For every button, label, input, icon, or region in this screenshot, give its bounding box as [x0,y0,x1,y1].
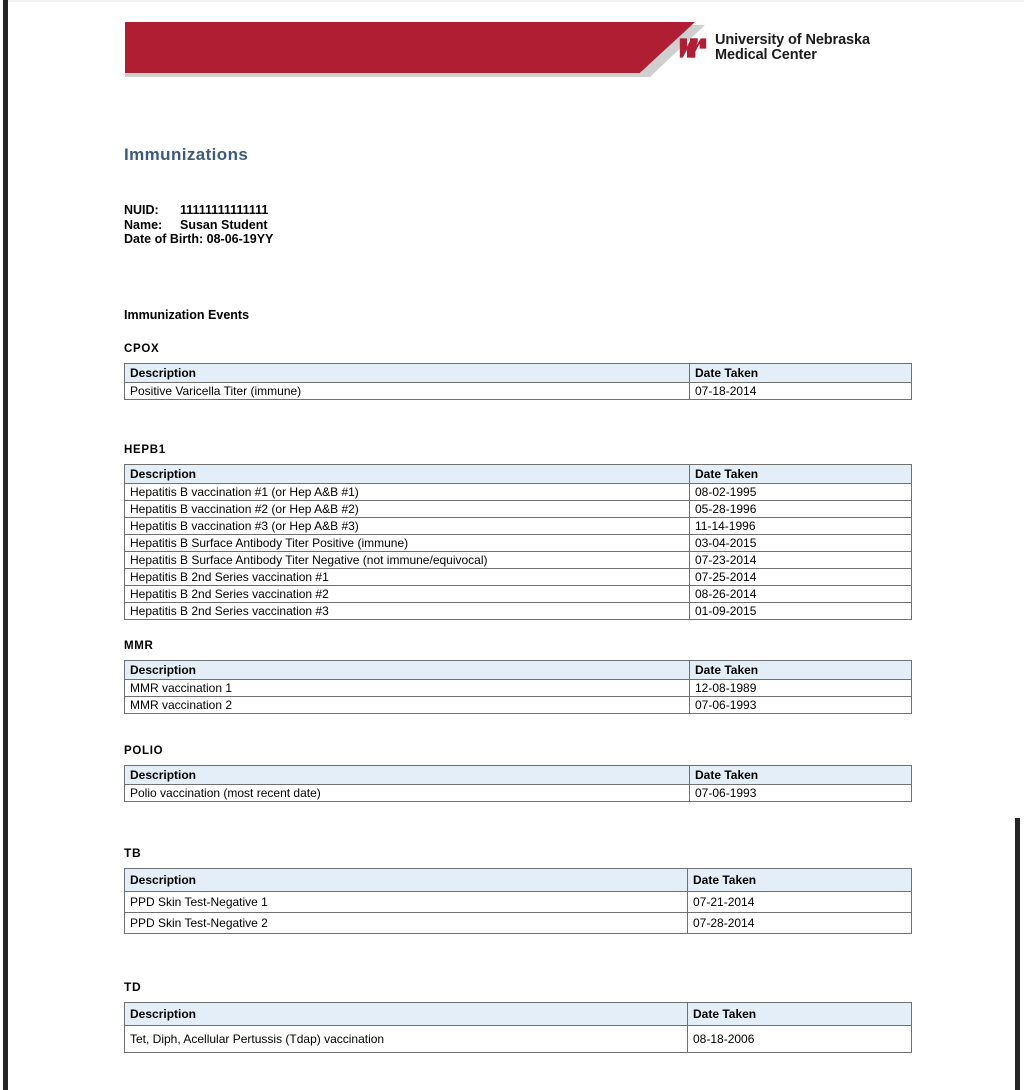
table-row [125,569,912,586]
patient-dob-row [124,232,273,247]
cell-description: Positive Varicella Titer (immune) [125,383,690,400]
table-row [125,913,912,934]
page-left-border [3,0,8,1090]
unmc-n-icon [678,33,708,63]
column-header-date-taken: Date Taken [688,869,912,892]
table-row [125,518,912,535]
column-header-date-taken: Date Taken [690,661,912,680]
patient-info [124,203,273,247]
table-row [125,680,912,697]
column-header-description: Description [125,1003,688,1026]
page-title: Immunizations [124,145,249,164]
table-row [125,552,912,569]
column-header-description: Description [125,869,688,892]
table-cpox [124,363,912,400]
section-title-tb: TB [124,846,142,860]
unmc-logo [678,28,893,68]
section-title-hepb1: HEPB1 [124,444,166,456]
section-title-polio: POLIO [124,745,164,757]
table-row [125,1026,912,1053]
nuid-label: NUID: [124,203,159,217]
table-tb [124,868,912,934]
cell-date: 05-28-1996 [690,501,912,518]
column-header-date-taken: Date Taken [688,1003,912,1026]
table-header-row [125,869,912,892]
table-polio [124,765,912,802]
column-header-description: Description [125,766,690,785]
column-header-date-taken: Date Taken [690,766,912,785]
section-title-td: TD [124,980,142,994]
table-row [125,603,912,620]
table-hepb1 [124,464,912,620]
cell-date: 07-18-2014 [690,383,912,400]
cell-description: Hepatitis B Surface Antibody Titer Negative (not immune/equivocal) [125,552,690,569]
column-header-description: Description [125,661,690,680]
cell-date: 07-28-2014 [688,913,912,934]
section-tb [124,846,912,934]
section-mmr [124,640,912,714]
cell-description: PPD Skin Test-Negative 1 [125,892,688,913]
cell-description: Hepatitis B 2nd Series vaccination #2 [125,586,690,603]
cell-description: Hepatitis B Surface Antibody Titer Positive (immune) [125,535,690,552]
dob-label: Date of Birth: [124,232,204,247]
section-td [124,980,912,1053]
logo-line1: University of Nebraska [715,31,870,48]
table-header-row [125,364,912,383]
table-row [125,535,912,552]
patient-nuid-row [124,203,273,218]
column-header-description: Description [125,465,690,484]
cell-description: MMR vaccination 1 [125,680,690,697]
cell-date: 07-25-2014 [690,569,912,586]
cell-date: 08-26-2014 [690,586,912,603]
page-scrollbar[interactable] [1015,818,1020,1090]
cell-description: Hepatitis B vaccination #3 (or Hep A&B #3) [125,518,690,535]
cell-date: 07-06-1993 [690,785,912,802]
dob-value: 08-06-19YY [206,232,274,247]
table-row [125,892,912,913]
table-header-row [125,1003,912,1026]
name-label: Name: [124,217,163,232]
cell-date: 03-04-2015 [690,535,912,552]
section-polio [124,745,912,802]
table-row [125,501,912,518]
cell-description: Hepatitis B 2nd Series vaccination #1 [125,569,690,586]
cell-description: Polio vaccination (most recent date) [125,785,690,802]
section-hepb1 [124,444,912,620]
table-row [125,586,912,603]
page-header [0,0,1024,100]
name-value: Susan Student [180,217,268,232]
cell-description: Hepatitis B vaccination #2 (or Hep A&B #2) [125,501,690,518]
cell-description: PPD Skin Test-Negative 2 [125,913,688,934]
section-title-cpox: CPOX [124,343,160,355]
table-mmr [124,660,912,714]
cell-date: 01-09-2015 [690,603,912,620]
table-td [124,1002,912,1053]
section-title-mmr: MMR [124,640,154,652]
cell-description: Hepatitis B vaccination #1 (or Hep A&B #1) [125,484,690,501]
section-cpox [124,343,912,400]
cell-date: 07-21-2014 [688,892,912,913]
cell-description: Tet, Diph, Acellular Pertussis (Tdap) vaccination [125,1026,688,1053]
column-header-date-taken: Date Taken [690,364,912,383]
nuid-value: 11111111111111 [180,203,269,217]
column-header-date-taken: Date Taken [690,465,912,484]
cell-date: 11-14-1996 [690,518,912,535]
column-header-description: Description [125,364,690,383]
table-header-row [125,661,912,680]
patient-name-row [124,218,273,233]
table-row [125,697,912,714]
table-row [125,383,912,400]
cell-date: 07-23-2014 [690,552,912,569]
logo-text [715,33,870,64]
table-row [125,484,912,501]
table-header-row [125,465,912,484]
immunization-events-heading: Immunization Events [124,308,250,322]
cell-date: 07-06-1993 [690,697,912,714]
cell-date: 08-02-1995 [690,484,912,501]
red-banner [125,22,695,73]
table-row [125,785,912,802]
table-header-row [125,766,912,785]
cell-date: 08-18-2006 [688,1026,912,1053]
cell-description: MMR vaccination 2 [125,697,690,714]
cell-date: 12-08-1989 [690,680,912,697]
cell-description: Hepatitis B 2nd Series vaccination #3 [125,603,690,620]
logo-line2: Medical Center [715,47,817,63]
